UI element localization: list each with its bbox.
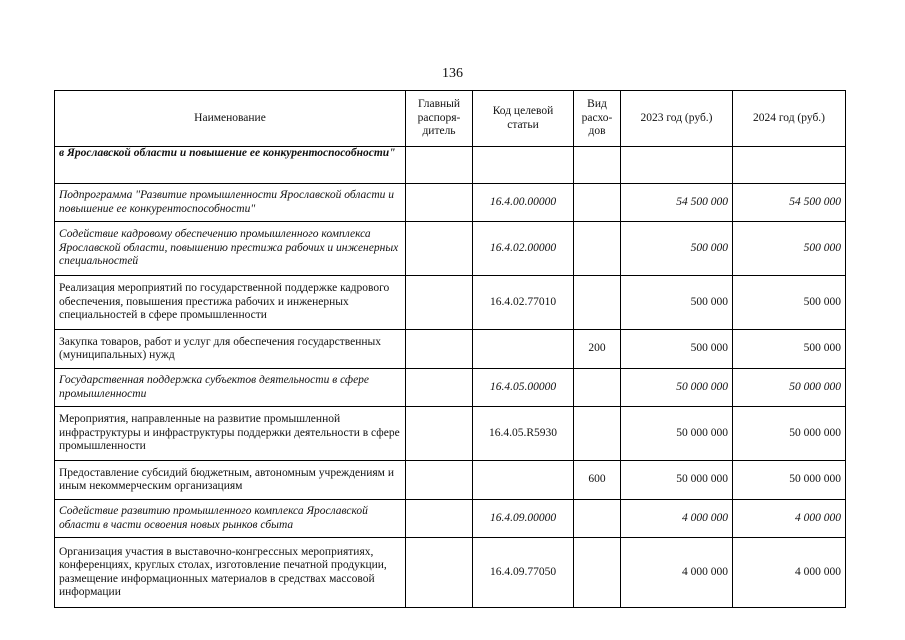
row-admin [406, 184, 473, 222]
header-name: Наименование [55, 91, 406, 147]
row-name: в Ярославской области и повышение ее конкурентоспособности" [55, 147, 406, 184]
row-admin [406, 369, 473, 407]
row-admin [406, 407, 473, 461]
row-admin [406, 330, 473, 369]
budget-table [54, 90, 846, 608]
table-row [55, 461, 846, 500]
page-number: 136 [442, 66, 463, 81]
row-code: 16.4.02.00000 [473, 222, 574, 276]
table-row [55, 369, 846, 407]
row-2023: 500 000 [621, 222, 733, 276]
row-2024: 500 000 [733, 276, 846, 330]
row-2024: 500 000 [733, 330, 846, 369]
row-vid [574, 500, 621, 538]
row-2023: 50 000 000 [621, 369, 733, 407]
table-row [55, 538, 846, 608]
row-code: 16.4.05.00000 [473, 369, 574, 407]
header-2023: 2023 год (руб.) [621, 91, 733, 147]
header-vid: Вид расхо-дов [574, 91, 621, 147]
row-code [473, 147, 574, 184]
header-admin: Главный распоря-дитель [406, 91, 473, 147]
row-admin [406, 461, 473, 500]
table-row [55, 330, 846, 369]
header-2024: 2024 год (руб.) [733, 91, 846, 147]
table-row [55, 184, 846, 222]
row-code: 16.4.02.77010 [473, 276, 574, 330]
row-2024 [733, 147, 846, 184]
row-vid [574, 407, 621, 461]
row-name: Мероприятия, направленные на развитие промышленной инфраструктуры и инфраструктуры поддержки деятельности в сфере промышленности [55, 407, 406, 461]
row-2023: 4 000 000 [621, 538, 733, 608]
row-code: 16.4.00.00000 [473, 184, 574, 222]
row-name: Реализация мероприятий по государственной поддержке кадрового обеспечения, повышения престижа рабочих и инженерных специальностей в сфере промышленности [55, 276, 406, 330]
row-2023: 54 500 000 [621, 184, 733, 222]
row-code [473, 461, 574, 500]
table-row [55, 500, 846, 538]
row-2024: 4 000 000 [733, 500, 846, 538]
row-2023: 50 000 000 [621, 407, 733, 461]
row-admin [406, 222, 473, 276]
header-code: Код целевой статьи [473, 91, 574, 147]
table-row [55, 276, 846, 330]
row-2023: 4 000 000 [621, 500, 733, 538]
row-name: Содействие развитию промышленного комплекса Ярославской области в части освоения новых рынков сбыта [55, 500, 406, 538]
row-vid [574, 369, 621, 407]
row-vid [574, 222, 621, 276]
row-admin [406, 500, 473, 538]
row-vid [574, 538, 621, 608]
row-code: 16.4.09.77050 [473, 538, 574, 608]
table-row [55, 407, 846, 461]
row-2023 [621, 147, 733, 184]
row-code: 16.4.05.R5930 [473, 407, 574, 461]
row-name: Подпрограмма "Развитие промышленности Ярославской области и повышение ее конкурентоспособности" [55, 184, 406, 222]
row-2023: 50 000 000 [621, 461, 733, 500]
row-2024: 500 000 [733, 222, 846, 276]
row-name: Государственная поддержка субъектов деятельности в сфере промышленности [55, 369, 406, 407]
row-admin [406, 147, 473, 184]
row-code: 16.4.09.00000 [473, 500, 574, 538]
row-2024: 54 500 000 [733, 184, 846, 222]
row-name: Закупка товаров, работ и услуг для обеспечения государственных (муниципальных) нужд [55, 330, 406, 369]
row-2024: 50 000 000 [733, 369, 846, 407]
table-header-row [55, 91, 846, 147]
row-vid [574, 276, 621, 330]
row-2024: 4 000 000 [733, 538, 846, 608]
row-vid: 200 [574, 330, 621, 369]
row-2023: 500 000 [621, 330, 733, 369]
row-2023: 500 000 [621, 276, 733, 330]
row-code [473, 330, 574, 369]
table-row [55, 147, 846, 184]
row-admin [406, 538, 473, 608]
row-admin [406, 276, 473, 330]
row-name: Организация участия в выставочно-конгрессных мероприятиях, конференциях, круглых столах, изготовление печатной продукции, размещение информационных материалов в средствах массовой информации [55, 538, 406, 608]
row-name: Предоставление субсидий бюджетным, автономным учреждениям и иным некоммерческим организациям [55, 461, 406, 500]
table-row [55, 222, 846, 276]
row-vid: 600 [574, 461, 621, 500]
row-vid [574, 147, 621, 184]
row-name: Содействие кадровому обеспечению промышленного комплекса Ярославской области, повышению престижа рабочих и инженерных специальностей [55, 222, 406, 276]
row-2024: 50 000 000 [733, 461, 846, 500]
row-vid [574, 184, 621, 222]
row-2024: 50 000 000 [733, 407, 846, 461]
